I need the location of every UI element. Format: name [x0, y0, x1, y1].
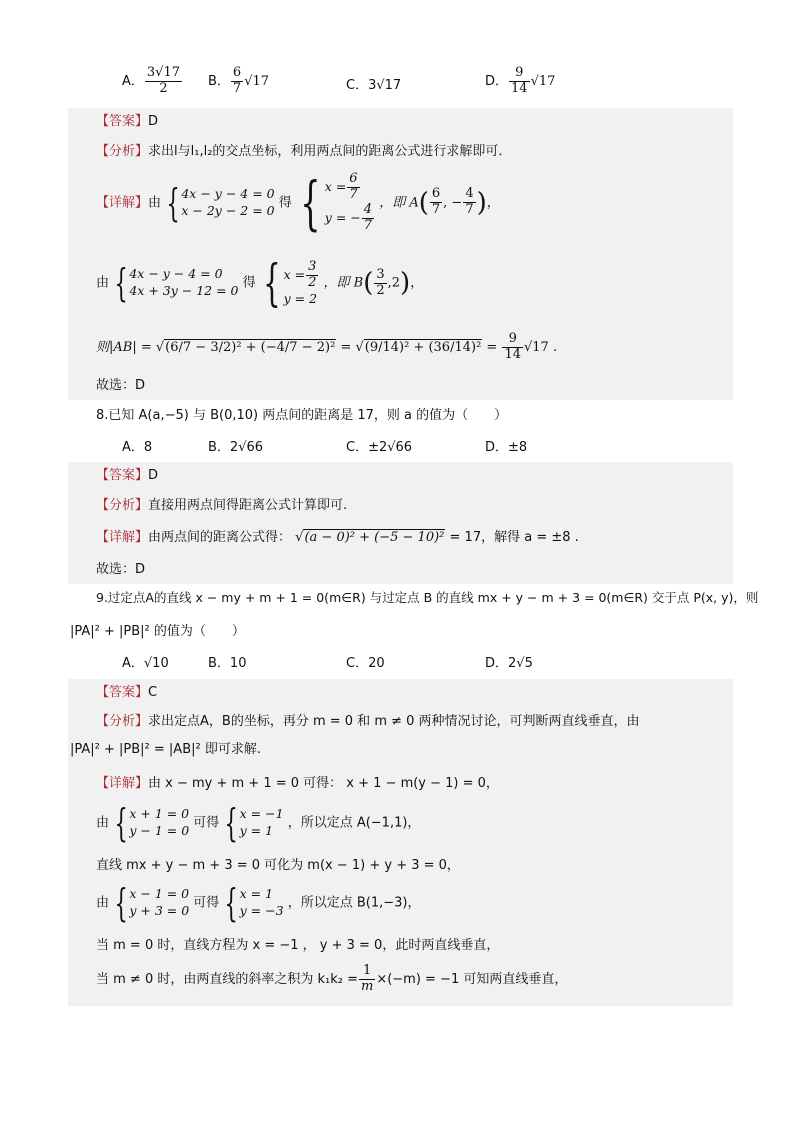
q9-answer: 【答案】C — [96, 685, 158, 700]
q8-choose: 故选：D — [96, 562, 146, 577]
q7-choose: 故选：D — [96, 378, 146, 393]
q9-stem-line2: |PA|² + |PB|² 的值为（ ） — [70, 624, 245, 639]
q8-answer: 【答案】D — [96, 468, 159, 483]
q9-option-b: B．10 — [208, 656, 247, 671]
q8-option-c: C．±2√66 — [346, 440, 413, 455]
q7-option-d: D． $\frac{9}{14}$ √17 — [485, 65, 556, 96]
q8-detail: 【详解】由两点间的距离公式得： √(a − 0)² + (−5 − 10)² = 17，解得 a = ±8 . — [96, 530, 579, 545]
q8-option-d: D．±8 — [485, 440, 528, 455]
q8-stem: 8.已知 A(a,−5) 与 B(0,10) 两点间的距离是 17，则 a 的值为（ ） — [96, 408, 508, 423]
q9-analysis-line2: |PA|² + |PB|² = |AB|² 即可求解. — [70, 742, 261, 757]
q9-detail-line5: 当 m = 0 时，直线方程为 x = −1 ， y + 3 = 0，此时两直线垂直， — [96, 938, 500, 953]
q7-distance: 则|AB| = √(6/7 − 3/2)² + (−4/7 − 2)² = √(9/14)² + (36/14)² = $\frac{9}{14}$ √17 . — [96, 331, 558, 362]
q8-option-b: B．2√66 — [208, 440, 264, 455]
q7-detail-line1: 【详解】由 {4x − y − 4 = 0 x − 2y − 2 = 0 得 { x = $\frac{6}{7}$ y = − $\frac{4}{7}$ ，即 A( $\frac{6}{7}$ , − $\frac{4}{7}$ )， — [96, 168, 500, 237]
q9-analysis-line1: 【分析】求出定点A，B的坐标，再分 m = 0 和 m ≠ 0 两种情况讨论，可判断两直线垂直，由 — [96, 714, 640, 729]
q9-option-d: D．2√5 — [485, 656, 533, 671]
q9-detail-line1: 【详解】由 x − my + m + 1 = 0 可得： x + 1 − m(y − 1) = 0， — [96, 776, 499, 791]
q7-option-c: C．3√17 — [346, 78, 402, 93]
q9-detail-line2: 由 {x + 1 = 0 y − 1 = 0 可得 {x = −1 y = 1 ，所以定点 A(−1,1)， — [96, 801, 421, 845]
q7-option-b: B． $\frac{6}{7}$ √17 — [208, 65, 270, 96]
q9-option-c: C．20 — [346, 656, 385, 671]
q7-option-a: A． $\frac{3√17}{2}$ — [122, 65, 181, 96]
q7-analysis: 【分析】求出l与l₁,l₂的交点坐标，利用两点间的距离公式进行求解即可． — [96, 144, 512, 159]
q9-detail-line6: 当 m ≠ 0 时，由两直线的斜率之积为 k₁k₂ = $\frac{1}{m}$ ×(−m) = −1 可知两直线垂直， — [96, 963, 568, 994]
q9-option-a: A．√10 — [122, 656, 169, 671]
q8-option-a: A．8 — [122, 440, 153, 455]
q7-answer: 【答案】D — [96, 114, 159, 129]
q9-detail-line3: 直线 mx + y − m + 3 = 0 可化为 m(x − 1) + y + 3 = 0， — [96, 858, 460, 873]
q8-analysis: 【分析】直接用两点间得距离公式计算即可. — [96, 498, 348, 513]
q9-stem-line1: 9.过定点A的直线 x − my + m + 1 = 0(m∈R) 与过定点 B 的直线 mx + y − m + 3 = 0(m∈R) 交于点 P(x, y)，则 — [96, 590, 759, 605]
q7-detail-line2: 由 {4x − y − 4 = 0 4x + 3y − 12 = 0 得 { x = $\frac{3}{2}$ y = 2 ，即 B( $\frac{3}{2}$ ,2)， — [96, 254, 424, 312]
q9-detail-line4: 由 {x − 1 = 0 y + 3 = 0 可得 {x = 1 y = −3 ，所以定点 B(1,−3)， — [96, 881, 421, 925]
q8-solution-block — [68, 462, 733, 584]
